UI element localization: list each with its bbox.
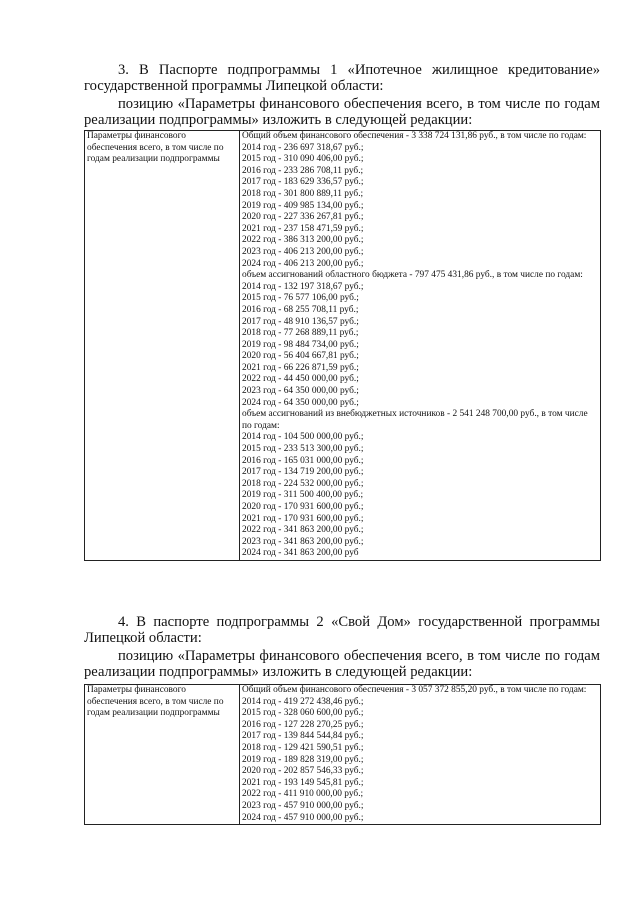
funding-year-line: 2024 год - 457 910 000,00 руб.; [242, 812, 364, 823]
param-value-cell [240, 685, 601, 825]
funding-year-line: 2015 год - 233 513 300,00 руб.; [242, 444, 364, 455]
funding-year-line: 2023 год - 64 350 000,00 руб.; [242, 386, 359, 397]
funding-year-line: 2022 год - 411 910 000,00 руб.; [242, 789, 364, 800]
funding-year-line: 2020 год - 227 336 267,81 руб.; [242, 212, 364, 223]
funding-year-line: 2020 год - 170 931 600,00 руб.; [242, 502, 364, 512]
funding-summary-line: Общий объем финансового обеспечения - 3 338 724 131,86 руб., в том числе по годам: [242, 131, 587, 141]
funding-year-line: 2016 год - 233 286 708,11 руб.; [242, 165, 364, 176]
funding-year-line: 2014 год - 236 697 318,67 руб.; [242, 142, 364, 153]
subprogram2-passport-table [84, 684, 601, 825]
subprogram1-passport-table [84, 130, 601, 561]
funding-summary-line: объем ассигнований областного бюджета - 797 475 431,86 руб., в том числе по годам: [242, 270, 583, 281]
section4-heading: 4. В паспорте подпрограммы 2 «Свой Дом» государственной программы Липецкой области: [84, 614, 600, 646]
funding-year-line: 2017 год - 48 910 136,57 руб.; [242, 316, 359, 327]
funding-year-line: 2024 год - 341 863 200,00 руб [242, 548, 359, 559]
funding-summary-line: объем ассигнований из внебюджетных источников - 2 541 248 700,00 руб., в том числе по годам: [242, 409, 588, 431]
funding-year-line: 2018 год - 129 421 590,51 руб.; [242, 742, 364, 753]
funding-year-line: 2018 год - 224 532 000,00 руб.; [242, 478, 364, 489]
funding-year-line: 2024 год - 64 350 000,00 руб.; [242, 397, 359, 408]
section3-instruction: позицию «Параметры финансового обеспечения всего, в том числе по годам реализации подпрограммы» изложить в следующей редакции: [84, 96, 600, 128]
funding-year-line: 2021 год - 66 226 871,59 руб.; [242, 362, 359, 373]
funding-year-line: 2019 год - 98 484 734,00 руб.; [242, 339, 359, 350]
funding-year-line: 2020 год - 56 404 667,81 руб.; [242, 351, 359, 362]
funding-year-line: 2019 год - 189 828 319,00 руб.; [242, 754, 364, 765]
param-value-cell [240, 131, 601, 561]
funding-year-line: 2016 год - 68 255 708,11 руб.; [242, 304, 359, 315]
param-label-cell: Параметры финансового обеспечения всего, в том числе по годам реализации подпрограммы [85, 685, 240, 825]
funding-year-line: 2022 год - 386 313 200,00 руб.; [242, 235, 364, 246]
funding-year-line: 2020 год - 202 857 546,33 руб.; [242, 766, 364, 777]
funding-summary-line: Общий объем финансового обеспечения - 3 057 372 855,20 руб., в том числе по годам: [242, 685, 587, 695]
section3-heading: 3. В Паспорте подпрограммы 1 «Ипотечное жилищное кредитование» государственной программы Липецкой области: [84, 62, 600, 94]
funding-year-line: 2022 год - 341 863 200,00 руб.; [242, 525, 364, 536]
funding-year-line: 2015 год - 310 090 406,00 руб.; [242, 154, 364, 165]
funding-year-line: 2016 год - 127 228 270,25 руб.; [242, 719, 364, 730]
funding-year-line: 2015 год - 328 060 600,00 руб.; [242, 708, 364, 719]
funding-year-line: 2014 год - 104 500 000,00 руб.; [242, 432, 364, 443]
funding-year-line: 2015 год - 76 577 106,00 руб.; [242, 293, 359, 304]
funding-year-line: 2021 год - 193 149 545,81 руб.; [242, 777, 364, 788]
funding-year-line: 2022 год - 44 450 000,00 руб.; [242, 374, 359, 385]
funding-year-line: 2018 год - 301 800 889,11 руб.; [242, 188, 364, 199]
funding-year-line: 2023 год - 406 213 200,00 руб.; [242, 246, 364, 257]
funding-year-line: 2023 год - 457 910 000,00 руб.; [242, 800, 364, 811]
funding-year-line: 2018 год - 77 268 889,11 руб.; [242, 328, 359, 339]
funding-year-line: 2021 год - 237 158 471,59 руб.; [242, 223, 364, 234]
funding-year-line: 2014 год - 132 197 318,67 руб.; [242, 281, 364, 292]
funding-year-line: 2014 год - 419 272 438,46 руб.; [242, 696, 364, 707]
funding-year-line: 2017 год - 134 719 200,00 руб.; [242, 467, 364, 478]
funding-year-line: 2019 год - 409 985 134,00 руб.; [242, 200, 364, 211]
funding-year-line: 2016 год - 165 031 000,00 руб.; [242, 455, 364, 466]
funding-year-line: 2017 год - 183 629 336,57 руб.; [242, 177, 364, 188]
funding-year-line: 2019 год - 311 500 400,00 руб.; [242, 490, 364, 501]
funding-year-line: 2017 год - 139 844 544,84 руб.; [242, 731, 364, 742]
section4-instruction: позицию «Параметры финансового обеспечения всего, в том числе по годам реализации подпрограммы» изложить в следующей редакции: [84, 648, 600, 680]
funding-year-line: 2023 год - 341 863 200,00 руб.; [242, 536, 364, 547]
param-label-cell: Параметры финансового обеспечения всего, в том числе по годам реализации подпрограммы [85, 131, 240, 561]
funding-year-line: 2021 год - 170 931 600,00 руб.; [242, 513, 364, 524]
funding-year-line: 2024 год - 406 213 200,00 руб.; [242, 258, 364, 269]
